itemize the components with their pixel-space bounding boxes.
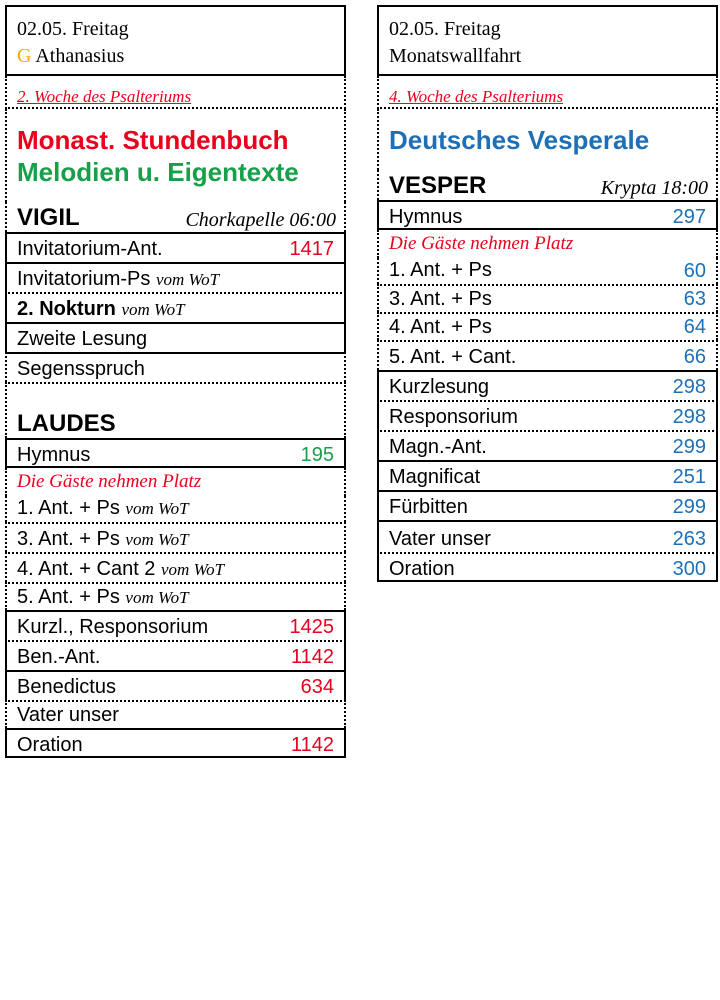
row-label: Hymnus (17, 444, 91, 466)
row-label: Segensspruch (17, 358, 145, 380)
right-day-header (377, 5, 718, 76)
vesper-row-ant3 (377, 284, 718, 312)
vesper-row-vater-unser (377, 520, 718, 552)
row-note: vom WoT (125, 588, 189, 607)
right-occasion: Monatswallfahrt (389, 45, 522, 67)
row-note: vom WoT (125, 499, 189, 518)
left-titles (5, 109, 346, 202)
row-label: Benedictus (17, 676, 116, 698)
row-page-number: 63 (683, 288, 706, 310)
row-page-number: 251 (672, 466, 706, 488)
right-titles (377, 109, 718, 170)
row-page-number: 263 (672, 528, 706, 550)
right-column (377, 5, 718, 582)
laudes-row-hymnus (5, 438, 346, 468)
row-page-number: 1417 (289, 238, 334, 260)
vigil-place: Chorkapelle 06:00 (185, 209, 336, 231)
vigil-row-segensspruch (5, 352, 346, 382)
left-psalter-week: 2. Woche des Psalteriums (17, 87, 192, 106)
row-label: 1. Ant. + Ps (389, 259, 492, 281)
laudes-guests-note (5, 468, 346, 496)
row-page-number: 298 (672, 406, 706, 428)
row-label: Ben.-Ant. (17, 646, 101, 668)
laudes-title: LAUDES (17, 410, 116, 437)
row-label: 3. Ant. + Ps (389, 288, 492, 310)
vesper-row-ant4 (377, 312, 718, 340)
left-column (5, 5, 346, 758)
laudes-row-ben-ant (5, 640, 346, 670)
laudes-row-oration (5, 728, 346, 758)
vigil-title: VIGIL (17, 204, 80, 231)
left-week-block (5, 76, 346, 109)
row-page-number: 299 (672, 496, 706, 518)
left-date: 02.05. Freitag (17, 18, 129, 40)
vesper-row-magnificat (377, 460, 718, 490)
laudes-row-ant5 (5, 582, 346, 610)
vesper-guests-note (377, 230, 718, 258)
row-page-number: 299 (672, 436, 706, 458)
row-label: 5. Ant. + Ps (17, 586, 120, 608)
book-title-vesperale: Deutsches Vesperale (389, 125, 650, 155)
row-page-number: 634 (300, 676, 334, 698)
vesper-place: Krypta 18:00 (600, 177, 708, 199)
row-label: Kurzlesung (389, 376, 490, 398)
guests-text: Die Gäste nehmen Platz (389, 233, 574, 254)
vigil-row-invitatorium-ps (5, 262, 346, 292)
row-note: vom WoT (155, 270, 220, 289)
vigil-heading (5, 202, 346, 232)
vesper-row-fuerbitten (377, 490, 718, 520)
row-label: Kurzl., Responsorium (17, 616, 209, 638)
laudes-heading (5, 382, 346, 438)
row-page-number: 195 (300, 444, 334, 466)
right-week-block (377, 76, 718, 109)
row-note: vom WoT (121, 300, 185, 319)
row-label: Oration (389, 558, 455, 580)
row-page-number: 297 (672, 206, 706, 228)
left-feast-line (17, 43, 344, 70)
row-label: Hymnus (389, 206, 463, 228)
row-label: Invitatorium-Ps (17, 268, 151, 290)
laudes-row-benedictus (5, 670, 346, 700)
row-page-number: 60 (683, 260, 706, 282)
vesper-row-magn-ant (377, 430, 718, 460)
vigil-row-zweite-lesung (5, 322, 346, 352)
vesper-row-kurzlesung (377, 370, 718, 400)
vesper-heading (377, 170, 718, 200)
row-page-number: 298 (672, 376, 706, 398)
vesper-row-oration (377, 552, 718, 582)
right-psalter-week: 4. Woche des Psalteriums (389, 87, 564, 106)
row-page-number: 300 (672, 558, 706, 580)
left-day-header (5, 5, 346, 76)
laudes-row-kurzl (5, 610, 346, 640)
right-date: 02.05. Freitag (389, 18, 501, 40)
vigil-row-invitatorium-ant (5, 232, 346, 262)
vesper-row-ant5 (377, 340, 718, 370)
laudes-row-ant1 (5, 496, 346, 522)
row-label: Magn.-Ant. (389, 436, 487, 458)
row-label: Zweite Lesung (17, 328, 148, 350)
left-feast: Athanasius (35, 45, 125, 67)
row-label: Fürbitten (389, 496, 468, 518)
laudes-row-ant4 (5, 552, 346, 582)
row-label: Vater unser (389, 528, 491, 550)
row-page-number: 1425 (289, 616, 334, 638)
row-page-number: 64 (683, 316, 706, 338)
row-label: 4. Ant. + Ps (389, 316, 492, 338)
row-label: Oration (17, 734, 83, 756)
vesper-row-hymnus (377, 200, 718, 230)
row-label: Responsorium (389, 406, 518, 428)
vigil-row-nokturn (5, 292, 346, 322)
row-label: 4. Ant. + Cant 2 (17, 558, 156, 580)
row-label: 3. Ant. + Ps (17, 528, 120, 550)
row-page-number: 1142 (290, 734, 334, 756)
guests-text: Die Gäste nehmen Platz (17, 471, 202, 492)
row-page-number: 66 (683, 346, 706, 368)
row-note: vom WoT (161, 560, 225, 579)
row-label: 5. Ant. + Cant. (389, 346, 517, 368)
row-page-number: 1142 (290, 646, 334, 668)
row-label: 1. Ant. + Ps (17, 497, 120, 519)
vesper-title: VESPER (389, 172, 487, 199)
row-label: 2. Nokturn (17, 298, 116, 320)
row-label: Invitatorium-Ant. (17, 238, 163, 260)
laudes-row-ant3 (5, 522, 346, 552)
row-label: Vater unser (17, 704, 119, 726)
row-label: Magnificat (389, 466, 481, 488)
book-title-melodien: Melodien u. Eigentexte (17, 157, 299, 187)
vesper-row-ant1 (377, 258, 718, 284)
feast-rank-mark: G (17, 45, 32, 67)
book-title-stundenbuch: Monast. Stundenbuch (17, 125, 289, 155)
row-note: vom WoT (125, 530, 189, 549)
vesper-row-responsorium (377, 400, 718, 430)
laudes-row-vater-unser (5, 700, 346, 728)
